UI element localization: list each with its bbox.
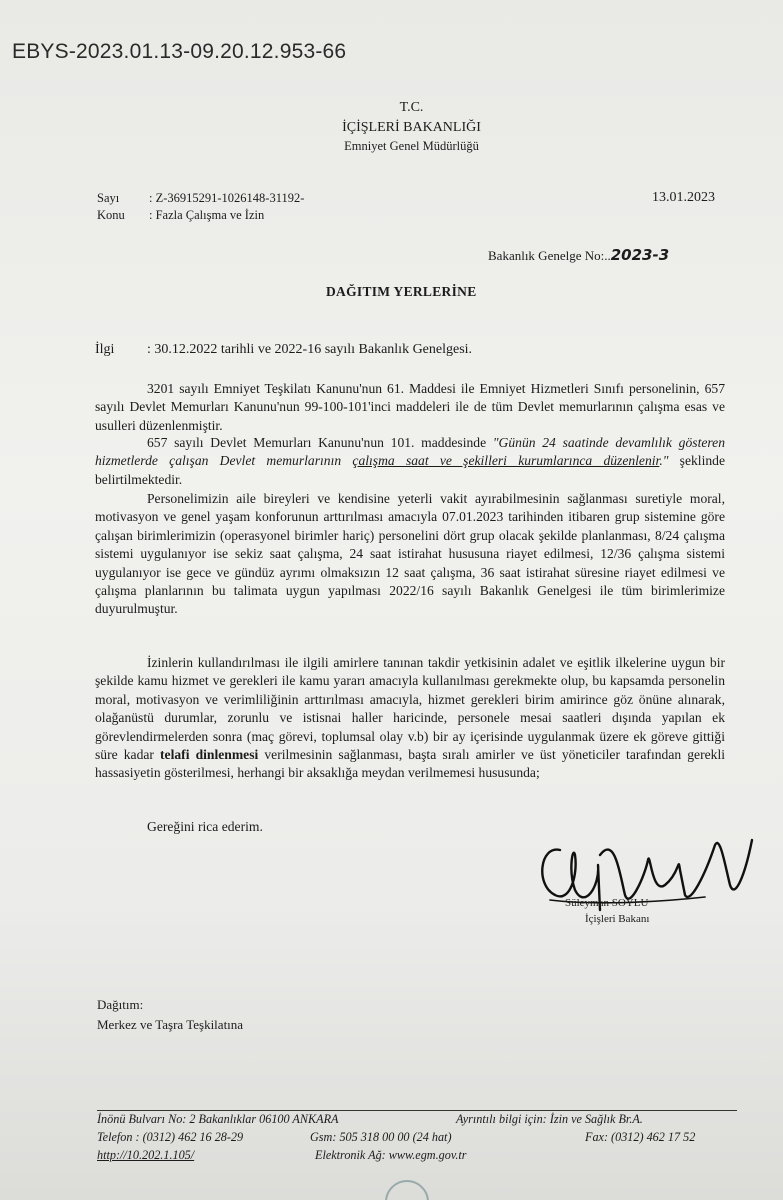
paragraph-2-end: şeklinde belirtilmektedir. xyxy=(95,453,725,487)
genelge-number-handwritten: 2023-3 xyxy=(610,246,670,264)
paragraph-2-quote-end: ." xyxy=(659,453,669,469)
distribution-label: Dağıtım: xyxy=(97,997,144,1012)
footer-divider xyxy=(97,1110,737,1111)
footer-address: İnönü Bulvarı No: 2 Bakanlıklar 06100 ANKARA xyxy=(97,1112,339,1126)
header-directorate: Emniyet Genel Müdürlüğü xyxy=(344,139,479,153)
konu-value: : Fazla Çalışma ve İzin xyxy=(149,208,265,222)
paragraph-3: Personelimizin aile bireyleri ve kendisine yeterli vakit ayırabilmesinin sağlanması suretiyle moral, motivasyon ve genel yaşam konforunun arttırılması amacıyla 07.01.2023 tarihinden itibaren grup sistemine göre çalışan birimlerimizin (operasyonel birimler hariç) personelini dört grup olacak şekilde planlanması, 8/24 çalışma sistemi uygulanıyor ise sekiz saat çalışma, 24 saat istirahat hususuna riayet edilmesi, 12/36 çalışma sistemi uygulanıyor ise gece ve gündüz ayrımı olmaksızın 12 saat çalışma, 36 saat istirahat süresine riayet edilmesi ve çalışma planlarının bu talimata uygun yapılması 2022/16 sayılı Bakanlık Genelgesi ile tüm birimlerimize duyurulmuştur. xyxy=(95,491,725,617)
footer-gsm: Gsm: 505 318 00 00 (24 hat) xyxy=(310,1130,452,1144)
document-date: 13.01.2023 xyxy=(652,190,715,205)
paragraph-2-start: 657 sayılı Devlet Memurları Kanunu'nun 101. maddesinde xyxy=(147,435,493,450)
sayi-value: : Z-36915291-1026148-31192- xyxy=(149,191,305,205)
distribution-title: DAĞITIM YERLERİNE xyxy=(326,284,477,299)
paragraph-4-bold: telafi dinlenmesi xyxy=(160,747,259,763)
genelge-line xyxy=(488,246,669,264)
signatory-name: Süleyman SOYLU xyxy=(565,897,649,909)
footer-fax: Fax: (0312) 462 17 52 xyxy=(585,1130,696,1144)
footer-network: Elektronik Ağ: www.egm.gov.tr xyxy=(315,1148,467,1162)
footer-phone: Telefon : (0312) 462 16 28-29 xyxy=(97,1130,244,1144)
closing-line: Gereğini rica ederim. xyxy=(147,819,263,834)
seal-stamp xyxy=(385,1180,429,1200)
paragraph-2-quote: "Günün 24 saatinde devamlılık gösteren hizmetlerde çalışan Devlet memurlarının xyxy=(95,435,725,469)
header-tc: T.C. xyxy=(399,100,424,115)
paragraph-2-quote-underlined: çalışma saat ve şekilleri kurumlarınca düzenlenir xyxy=(352,453,660,469)
ilgi-value: : 30.12.2022 tarihli ve 2022-16 sayılı Bakanlık Genelgesi. xyxy=(147,342,473,357)
konu-label: Konu xyxy=(97,208,125,222)
paragraph-4 xyxy=(95,654,725,783)
footer-info: Ayrıntılı bilgi için: İzin ve Sağlık Br.A. xyxy=(456,1112,643,1126)
distribution-value: Merkez ve Taşra Teşkilatına xyxy=(97,1017,244,1032)
footer-url[interactable]: http://10.202.1.105/ xyxy=(97,1148,195,1162)
paragraph-4-end: verilmesinin sağlanması, başta sıralı amirler ve üst yöneticiler tarafından gerekli hassasiyetin gösterilmesi, herhangi bir aksaklığa meydan verilmemesi hususunda; xyxy=(95,747,725,781)
sayi-label: Sayı xyxy=(97,191,120,205)
ilgi-label: İlgi xyxy=(95,342,115,357)
header-ministry: İÇİŞLERİ BAKANLIĞI xyxy=(342,120,481,135)
paragraph-4-start: İzinlerin kullandırılması ile ilgili amirlere tanınan takdir yetkisinin adalet ve eşitlik ilkelerine uygun bir şekilde kamu hizmet ve gerekleri ile kamu yararı amacıyla kullanılması gerekmekte olup, bu kapsamda personelin moral, motivasyon ve verimliliğinin arttırılması amacıyla, hizmet gerekleri birim amirince göz önüne alınarak, olağanüstü durumlar, zorunlu ve istisnai haller haricinde, personele mesai saatleri dışında yapılan ek görevlendirmelerden sonra (maç görevi, toplumsal olay v.b) bir ay içerisinde uygulanmak üzere ek göreve gittiği süre kadar xyxy=(95,655,725,763)
paragraph-2 xyxy=(95,434,725,489)
paragraph-1: 3201 sayılı Emniyet Teşkilatı Kanunu'nun 61. Maddesi ile Emniyet Hizmetleri Sınıfı personelinin, 657 sayılı Devlet Memurları Kanunu'nun 99-100-101'inci maddeleri ile de tüm Devlet memurlarının çalışma esas ve usulleri düzenlenmiştir. xyxy=(95,381,725,433)
signatory-title: İçişleri Bakanı xyxy=(585,913,650,925)
genelge-label: Bakanlık Genelge No:.. xyxy=(488,248,611,263)
ebys-code: EBYS-2023.01.13-09.20.12.953-66 xyxy=(12,40,347,63)
